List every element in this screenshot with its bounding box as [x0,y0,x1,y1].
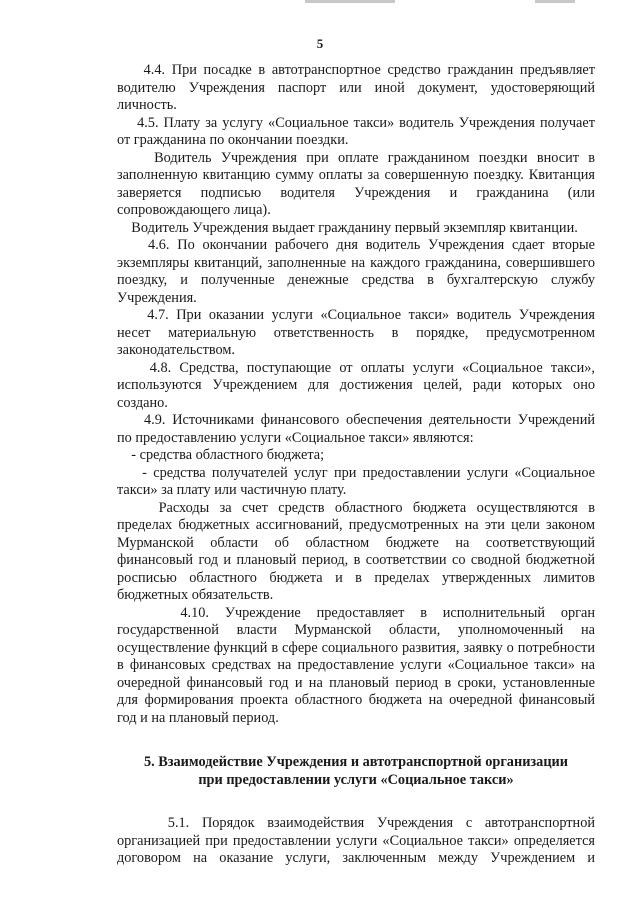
paragraph-p4-5b [117,150,595,220]
text-line: Водитель Учреждения при оплате гражданином поездки вносит в [117,149,595,166]
paragraph-p4-9b [117,465,595,500]
paragraph-p4-10 [117,605,595,728]
paragraph-p4-9 [117,412,595,447]
paragraph-p4-8 [117,360,595,413]
section-5-heading [117,753,595,789]
text-line: по предоставлению услуги «Социальное такси» являются: [117,429,474,446]
text-line: 4.4. При посадке в автотранспортное средство гражданин предъявляет [117,62,595,78]
text-line: 4.8. Средства, поступающие от оплаты услуги «Социальное такси», [117,359,595,376]
text-line: в финансовых средствах на предоставление услуги «Социальное такси» на [117,657,595,673]
paragraph-p4-5c [117,220,595,238]
text-line: используются Учреждением для достижения целей, ради которых оно [117,377,595,393]
paragraph-p4-9c [117,500,595,605]
text-line: заверяется подписью водителя Учреждения и гражданина (или [117,184,595,201]
text-line: пределах бюджетных ассигнований, предусмотренных на эти цели законом [117,517,595,533]
section-5-heading-line-1: 5. Взаимодействие Учреждения и автотранспортной организации [143,754,569,770]
text-line: поездку, и полученные денежные средства в бухгалтерскую службу [117,272,595,288]
document-body [117,62,595,868]
text-line: водителю Учреждения паспорт или иной документ, удостоверяющий [117,79,595,96]
text-line: создано. [117,394,168,411]
text-line: очередной финансовый год и на плановый период в сроки, установленные [117,674,595,691]
paragraph-p4-9a [117,447,595,465]
text-line: заполненную квитанцию сумму оплаты за совершенную поездку. Квитанция [117,167,595,183]
scan-artifact-left [305,0,395,3]
text-line: организацией при предоставлении услуги «Социальное такси» определяется [117,832,595,849]
text-line: 4.10. Учреждение предоставляет в исполнительный орган [117,604,595,621]
text-line: от гражданина по окончании поездки. [117,132,349,148]
page-number: 5 [316,36,324,51]
text-line: - средства областного бюджета; [117,447,325,463]
text-line: год и на плановый период. [117,709,279,726]
text-line: такси» за плату или частичную плату. [117,482,347,498]
text-line: экземпляры квитанций, заполненные на каждого гражданина, совершившего [117,254,595,271]
text-line: Учреждения. [117,289,197,306]
paragraph-p4-6 [117,237,595,307]
text-line: государственной власти Мурманской области, уполномоченный на [117,622,595,638]
paragraph-p4-4 [117,62,595,115]
text-line: личность. [117,97,177,113]
text-line: Мурманской области об областном бюджете на соответствующий [117,534,595,551]
section-4 [117,62,595,727]
text-line: законодательством. [117,342,235,358]
text-line: бюджетных обязательств. [117,587,274,603]
text-line: - средства получателей услуг при предоставлении услуги «Социальное [117,464,595,481]
section-5 [117,815,595,868]
text-line: 4.5. Плату за услугу «Социальное такси» водитель Учреждения получает [117,114,595,131]
text-line: для формирования проекта областного бюджета на очередной финансовый [117,692,595,708]
text-line: 4.6. По окончании рабочего дня водитель Учреждения сдает вторые [117,237,595,253]
section-5-heading-line-2: при предоставлении услуги «Социальное такси» [198,772,514,788]
scan-artifact-right [535,0,575,3]
text-line: росписью областного бюджета и в пределах утвержденных лимитов [117,569,595,586]
text-line: договором на оказание услуги, заключенным между Учреждением и [117,850,595,866]
text-line: сопровождающего лица). [117,202,271,218]
text-line: 4.7. При оказании услуги «Социальное такси» водитель Учреждения [117,307,595,323]
text-line: осуществление функций в сфере социального развития, заявку о потребности [117,639,595,656]
paragraph-p4-5 [117,115,595,150]
text-line: 5.1. Порядок взаимодействия Учреждения с автотранспортной [117,815,595,831]
text-line: 4.9. Источниками финансового обеспечения деятельности Учреждений [117,412,595,428]
text-line: Расходы за счет средств областного бюджета осуществляются в [117,499,595,516]
text-line: финансовый год и плановый период, в соответствии со сводной бюджетной [117,552,595,568]
paragraph-p4-7 [117,307,595,360]
paragraph-p5-1 [117,815,595,868]
text-line: Водитель Учреждения выдает гражданину первый экземпляр квитанции. [117,219,578,236]
text-line: несет материальную ответственность в порядке, предусмотренном [117,324,595,341]
